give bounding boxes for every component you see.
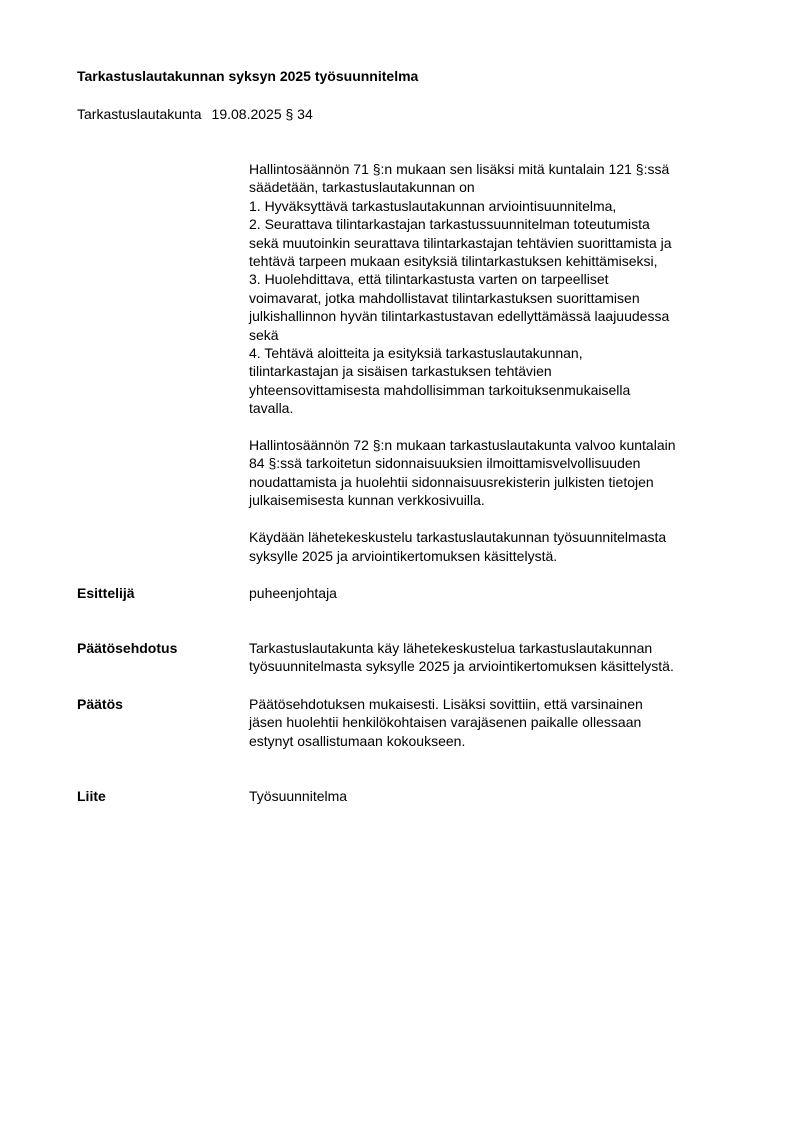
text-line: työsuunnitelmasta syksylle 2025 ja arviointikertomuksen käsittelystä. [249,658,674,675]
presenter-value [249,584,749,602]
text-line: sekä [249,326,279,343]
paragraph-interests [249,436,749,510]
text-line: sekä muutoinkin seurattava tilintarkastajan tehtävien suorittamista ja [249,234,672,251]
text-line: 84 §:ssä tarkoitetun sidonnaisuuksien ilmoittamisvelvollisuuden [249,455,641,472]
proposal-label: Päätösehdotus [77,640,178,656]
decision-value [249,695,749,750]
meeting-section: § 34 [285,106,313,122]
meeting-date: 19.08.2025 [211,106,282,122]
text-line: tehtävä tarpeen mukaan esityksiä tilintarkastuksen kehittämiseksi, [249,253,658,270]
meeting-body: Tarkastuslautakunta [77,106,202,122]
body-text [249,160,749,565]
text-line: tilintarkastajan ja sisäisen tarkastuksen tehtävien [249,363,552,380]
text-line: voimavarat, jotka mahdollistavat tilintarkastuksen suorittamisen [249,289,640,306]
text-line: jäsen huolehtii henkilökohtaisen varajäsenen paikalle ollessaan [249,714,642,731]
proposal-value [249,639,749,676]
paragraph-discussion [249,528,749,565]
text-line: yhteensovittamisesta mahdollisimman tarkoituksenmukaisella [249,381,631,398]
text-line: estynyt osallistumaan kokoukseen. [249,732,466,749]
paragraph-duties [249,160,749,418]
text-line: Käydään lähetekeskustelu tarkastuslautakunnan työsuunnitelmasta [249,529,667,546]
text-line: 3. Huolehdittava, että tilintarkastusta varten on tarpeelliset [249,271,609,288]
document-title: Tarkastuslautakunnan syksyn 2025 työsuunnitelma [77,68,419,84]
text-line: Päätösehdotuksen mukaisesti. Lisäksi sovittiin, että varsinainen [249,696,643,712]
text-line: julkishallinnon hyvän tilintarkastustavan edellyttämässä laajuudessa [249,308,670,325]
text-line: 4. Tehtävä aloitteita ja esityksiä tarkastuslautakunnan, [249,345,583,362]
text-line: säädetään, tarkastuslautakunnan on [249,179,475,196]
text-line: Työsuunnitelma [249,788,348,804]
meeting-info [77,106,313,122]
text-line: 1. Hyväksyttävä tarkastuslautakunnan arviointisuunnitelma, [249,197,617,214]
attachment-value [249,787,749,805]
text-line: 2. Seurattava tilintarkastajan tarkastussuunnitelman toteutumista [249,216,650,233]
text-line: syksylle 2025 ja arviointikertomuksen käsittelystä. [249,547,558,564]
decision-label: Päätös [77,696,123,712]
text-line: puheenjohtaja [249,585,337,601]
text-line: tavalla. [249,400,294,417]
presenter-label: Esittelijä [77,585,135,601]
text-line: Hallintosäännön 72 §:n mukaan tarkastuslautakunta valvoo kuntalain [249,437,676,454]
text-line: Tarkastuslautakunta käy lähetekeskustelua tarkastuslautakunnan [249,640,653,656]
text-line: julkaisemisesta kunnan verkkosivuilla. [249,492,485,509]
text-line: Hallintosäännön 71 §:n mukaan sen lisäksi mitä kuntalain 121 §:ssä [249,161,670,177]
text-line: noudattamista ja huolehtii sidonnaisuusrekisterin julkisten tietojen [249,473,654,490]
attachment-label: Liite [77,788,106,804]
